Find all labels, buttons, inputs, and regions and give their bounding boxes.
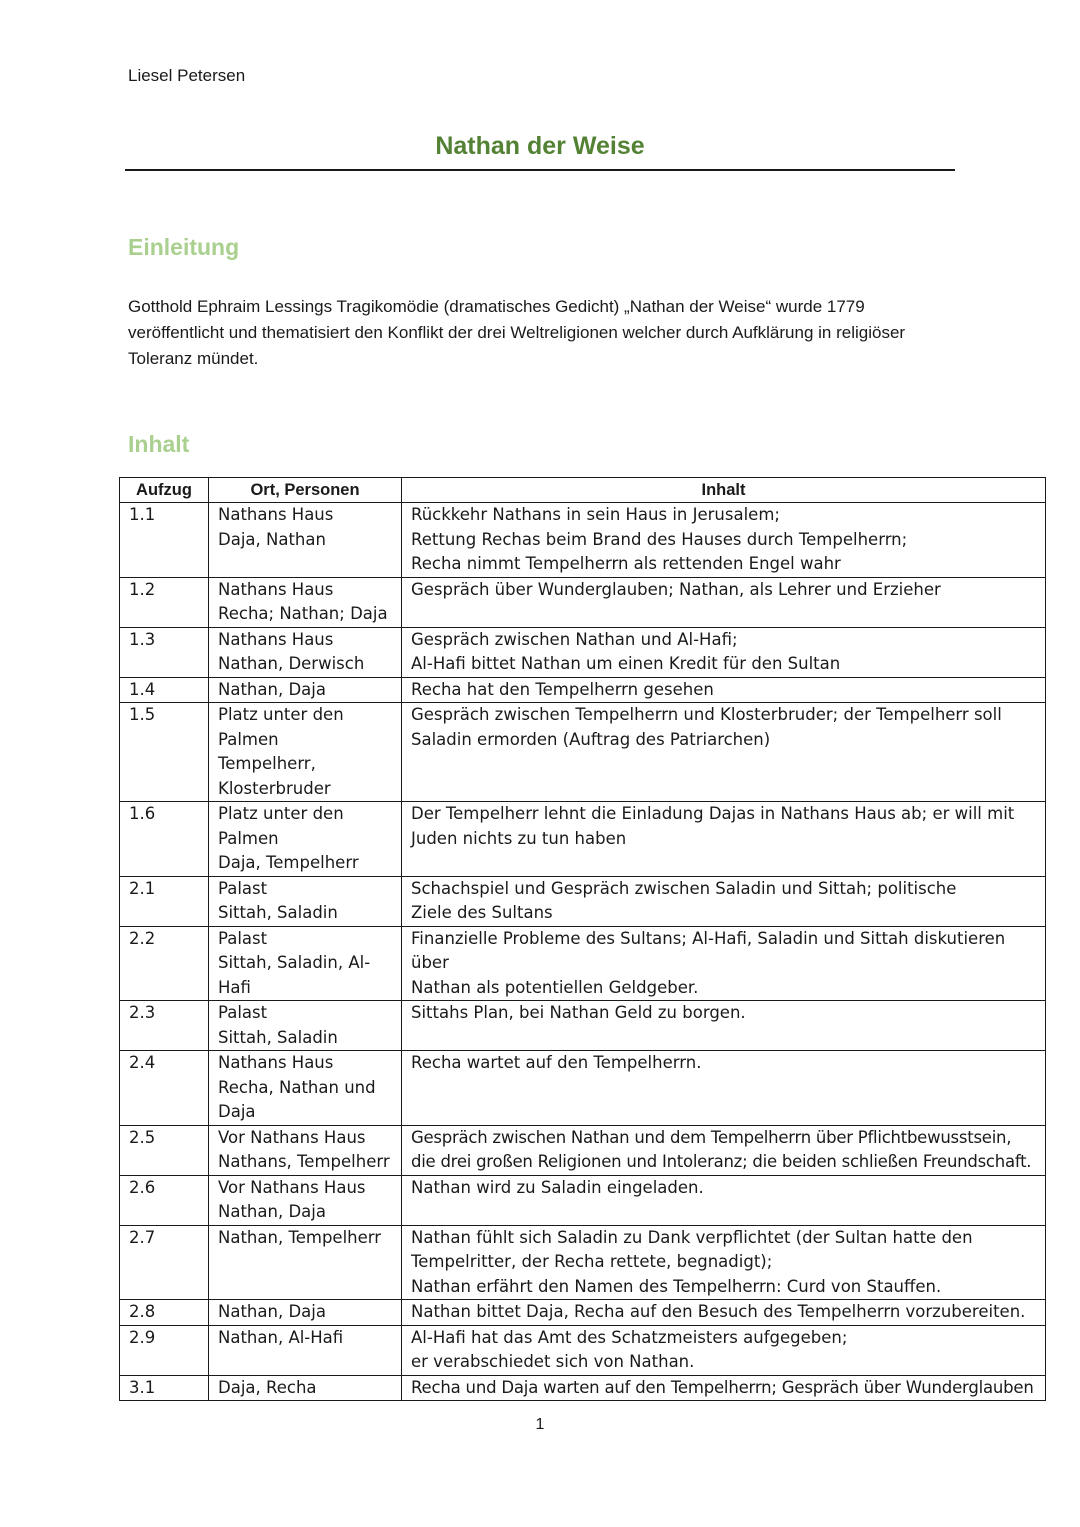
cell-inhalt: Al-Hafi hat das Amt des Schatzmeisters aufgegeben; er verabschiedet sich von Nathan.: [402, 1325, 1046, 1375]
table-row: [120, 1051, 1046, 1126]
column-header-ort: Ort, Personen: [209, 478, 402, 503]
table-row: [120, 577, 1046, 627]
cell-aufzug: 3.1: [120, 1375, 209, 1401]
cell-aufzug: 1.2: [120, 577, 209, 627]
table-row: [120, 1325, 1046, 1375]
cell-ort: Daja, Recha: [209, 1375, 402, 1401]
cell-ort: Vor Nathans Haus Nathan, Daja: [209, 1175, 402, 1225]
cell-ort: Nathan, Al-Hafi: [209, 1325, 402, 1375]
cell-ort: Nathans Haus Recha, Nathan und Daja: [209, 1051, 402, 1126]
cell-inhalt: Rückkehr Nathans in sein Haus in Jerusalem; Rettung Rechas beim Brand des Hauses durch Tempelherrn; Recha nimmt Tempelherrn als rettenden Engel wahr: [402, 503, 1046, 578]
cell-aufzug: 2.7: [120, 1225, 209, 1300]
cell-inhalt: Der Tempelherr lehnt die Einladung Dajas in Nathans Haus ab; er will mit Juden nichts zu tun haben: [402, 802, 1046, 877]
cell-inhalt: Finanzielle Probleme des Sultans; Al-Hafi, Saladin und Sittah diskutieren über Nathan als potentiellen Geldgeber.: [402, 926, 1046, 1001]
cell-ort: Nathans Haus Nathan, Derwisch: [209, 627, 402, 677]
cell-inhalt: Nathan fühlt sich Saladin zu Dank verpflichtet (der Sultan hatte den Tempelritter, der Recha rettete, begnadigt); Nathan erfährt den Namen des Tempelherrn: Curd von Stauffen.: [402, 1225, 1046, 1300]
author-name: Liesel Petersen: [128, 66, 246, 85]
cell-aufzug: 1.1: [120, 503, 209, 578]
section-heading-introduction: Einleitung: [128, 234, 240, 260]
table-row: [120, 677, 1046, 703]
table-row: [120, 876, 1046, 926]
plot-summary-table: [119, 477, 1046, 1401]
cell-inhalt: Recha hat den Tempelherrn gesehen: [402, 677, 1046, 703]
cell-inhalt: Nathan wird zu Saladin eingeladen.: [402, 1175, 1046, 1225]
cell-aufzug: 2.9: [120, 1325, 209, 1375]
table-row: [120, 1175, 1046, 1225]
table-header-row: [120, 478, 1046, 503]
cell-ort: Palast Sittah, Saladin: [209, 876, 402, 926]
cell-ort: Platz unter den Palmen Daja, Tempelherr: [209, 802, 402, 877]
cell-aufzug: 1.4: [120, 677, 209, 703]
table-row: [120, 926, 1046, 1001]
cell-aufzug: 2.5: [120, 1125, 209, 1175]
cell-aufzug: 1.5: [120, 703, 209, 802]
cell-ort: Nathan, Daja: [209, 1300, 402, 1326]
table-row: [120, 1001, 1046, 1051]
cell-inhalt: Recha wartet auf den Tempelherrn.: [402, 1051, 1046, 1126]
cell-aufzug: 1.3: [120, 627, 209, 677]
column-header-aufzug: Aufzug: [120, 478, 209, 503]
cell-aufzug: 2.4: [120, 1051, 209, 1126]
cell-ort: Vor Nathans Haus Nathans, Tempelherr: [209, 1125, 402, 1175]
section-heading-content: Inhalt: [128, 431, 190, 457]
cell-aufzug: 2.3: [120, 1001, 209, 1051]
document-title: Nathan der Weise: [435, 132, 645, 160]
cell-inhalt: Gespräch zwischen Tempelherrn und Klosterbruder; der Tempelherr soll Saladin ermorden (Auftrag des Patriarchen): [402, 703, 1046, 802]
cell-aufzug: 2.2: [120, 926, 209, 1001]
title-block: [125, 128, 955, 171]
cell-aufzug: 2.1: [120, 876, 209, 926]
cell-ort: Platz unter den Palmen Tempelherr, Klosterbruder: [209, 703, 402, 802]
table-row: [120, 802, 1046, 877]
cell-inhalt: Recha und Daja warten auf den Tempelherrn; Gespräch über Wunderglauben: [402, 1375, 1046, 1401]
cell-inhalt: Nathan bittet Daja, Recha auf den Besuch des Tempelherrn vorzubereiten.: [402, 1300, 1046, 1326]
introduction-paragraph: Gotthold Ephraim Lessings Tragikomödie (dramatisches Gedicht) „Nathan der Weise“ wurde 1779 veröffentlicht und thematisiert den Konflikt der drei Weltreligionen welcher durch Aufklärung in religiöser Toleranz mündet.: [128, 297, 906, 368]
table-row: [120, 1375, 1046, 1401]
cell-ort: Nathan, Daja: [209, 677, 402, 703]
table-row: [120, 703, 1046, 802]
column-header-inhalt: Inhalt: [402, 478, 1046, 503]
cell-ort: Palast Sittah, Saladin: [209, 1001, 402, 1051]
page-number: 1: [535, 1416, 545, 1433]
cell-aufzug: 1.6: [120, 802, 209, 877]
table-row: [120, 1225, 1046, 1300]
cell-inhalt: Gespräch zwischen Nathan und dem Tempelherrn über Pflichtbewusstsein, die drei großen Religionen und Intoleranz; die beiden schließen Freundschaft.: [402, 1125, 1046, 1175]
table-row: [120, 627, 1046, 677]
cell-inhalt: Sittahs Plan, bei Nathan Geld zu borgen.: [402, 1001, 1046, 1051]
table-row: [120, 1300, 1046, 1326]
cell-inhalt: Schachspiel und Gespräch zwischen Saladin und Sittah; politische Ziele des Sultans: [402, 876, 1046, 926]
cell-inhalt: Gespräch zwischen Nathan und Al-Hafi; Al-Hafi bittet Nathan um einen Kredit für den Sultan: [402, 627, 1046, 677]
cell-ort: Nathans Haus Daja, Nathan: [209, 503, 402, 578]
cell-ort: Nathans Haus Recha; Nathan; Daja: [209, 577, 402, 627]
cell-ort: Palast Sittah, Saladin, Al- Hafi: [209, 926, 402, 1001]
table-row: [120, 503, 1046, 578]
cell-inhalt: Gespräch über Wunderglauben; Nathan, als Lehrer und Erzieher: [402, 577, 1046, 627]
cell-aufzug: 2.8: [120, 1300, 209, 1326]
table-row: [120, 1125, 1046, 1175]
cell-ort: Nathan, Tempelherr: [209, 1225, 402, 1300]
cell-aufzug: 2.6: [120, 1175, 209, 1225]
